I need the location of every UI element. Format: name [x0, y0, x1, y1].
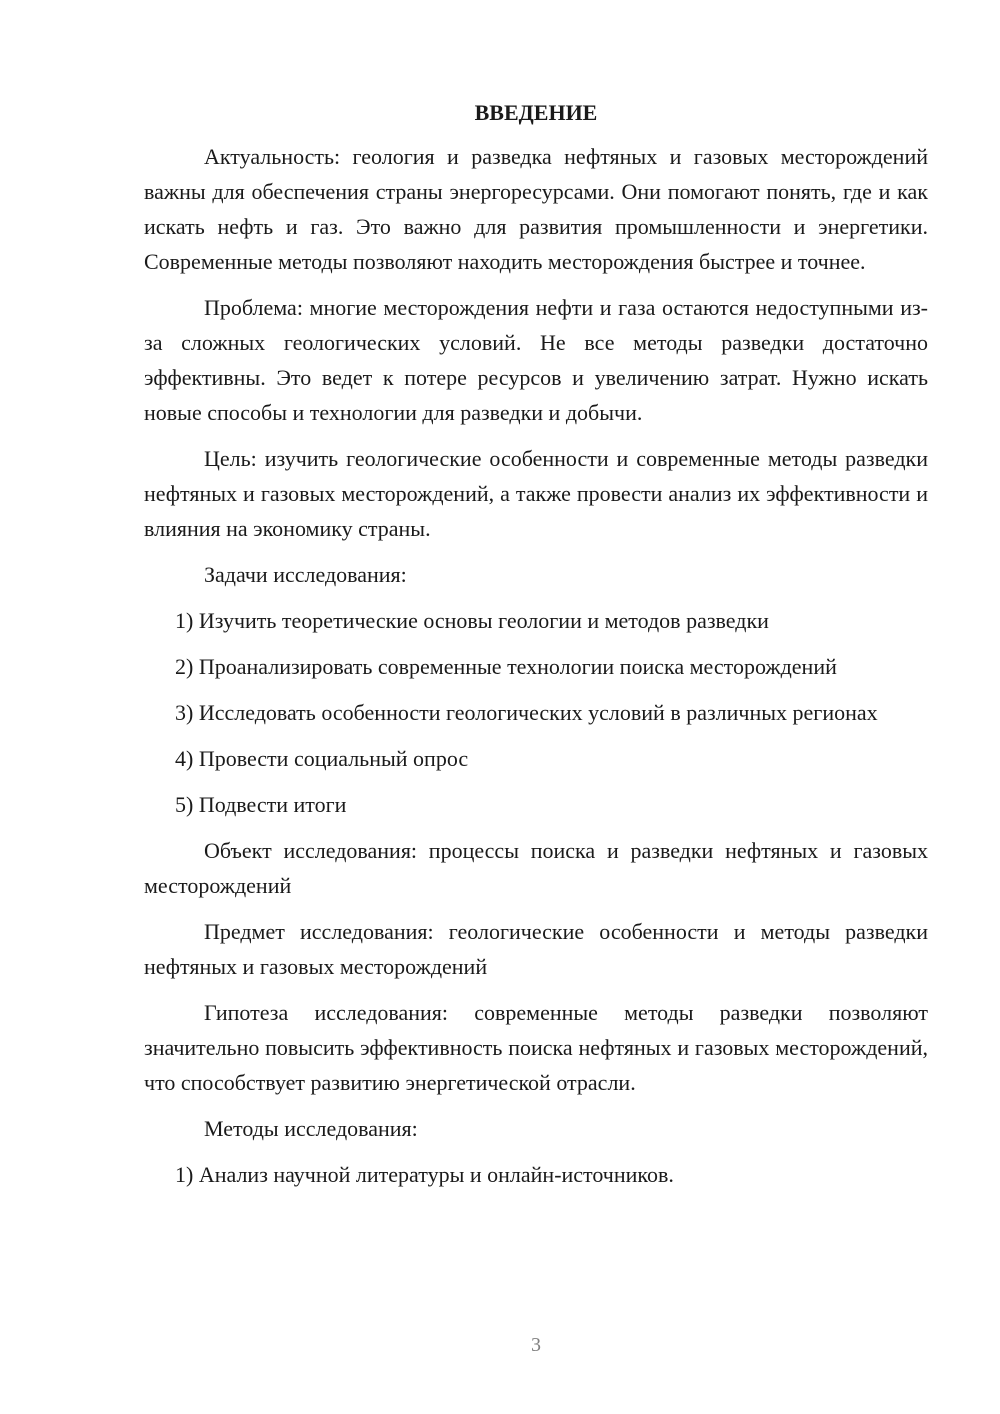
- object-paragraph: Объект исследования: процессы поиска и разведки нефтяных и газовых месторождений: [144, 838, 928, 898]
- relevance-paragraph: Актуальность: геология и разведка нефтяных и газовых месторождений важны для обеспечения страны энергоресурсами. Они помогают понять, где и как искать нефть и газ. Это важно для развития промышленности и энергетики. Современные методы позволяют находить месторождения быстрее и точнее.: [144, 144, 928, 274]
- methods-heading: Методы исследования:: [204, 1116, 418, 1141]
- page-title: ВВЕДЕНИЕ: [474, 100, 598, 125]
- method-item: 1) Анализ научной литературы и онлайн-источников.: [175, 1162, 674, 1187]
- goal-paragraph: Цель: изучить геологические особенности и современные методы разведки нефтяных и газовых месторождений, а также провести анализ их эффективности и влияния на экономику страны.: [144, 446, 928, 541]
- hypothesis-paragraph: Гипотеза исследования: современные методы разведки позволяют значительно повысить эффективность поиска нефтяных и газовых месторождений, что способствует развитию энергетической отрасли.: [144, 1000, 928, 1095]
- task-item: 4) Провести социальный опрос: [175, 746, 469, 771]
- task-item: 1) Изучить теоретические основы геологии и методов разведки: [175, 608, 769, 633]
- task-item: 3) Исследовать особенности геологических условий в различных регионах: [175, 700, 878, 725]
- tasks-heading: Задачи исследования:: [204, 562, 407, 587]
- document-page: [144, 90, 928, 1203]
- task-item: 5) Подвести итоги: [175, 792, 347, 817]
- task-item: 2) Проанализировать современные технологии поиска месторождений: [175, 654, 837, 679]
- page-number: 3: [531, 1334, 541, 1356]
- subject-paragraph: Предмет исследования: геологические особенности и методы разведки нефтяных и газовых месторождений: [144, 919, 928, 979]
- problem-paragraph: Проблема: многие месторождения нефти и газа остаются недоступными из-за сложных геологических условий. Не все методы разведки достаточно эффективны. Это ведет к потере ресурсов и увеличению затрат. Нужно искать новые способы и технологии для разведки и добычи.: [144, 295, 928, 425]
